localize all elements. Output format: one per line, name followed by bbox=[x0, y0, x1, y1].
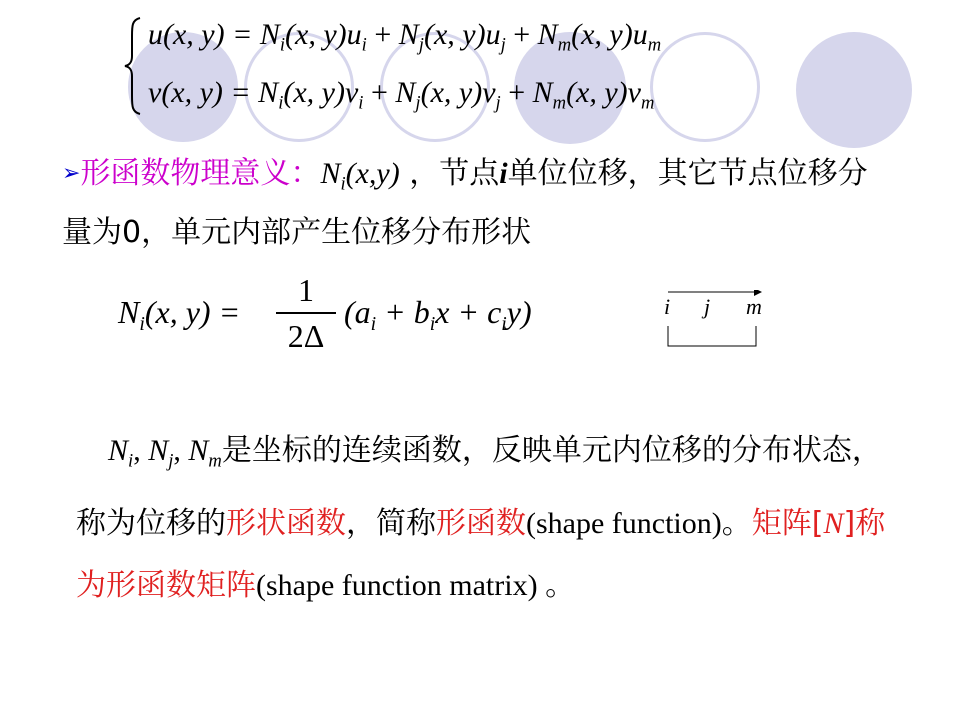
formula-fraction bbox=[276, 272, 336, 354]
shape-function-paragraph: $N_i$, $N_j$, $N_m$是坐标的连续函数，反映单元内位移的分布状态，称为位移的形状函数，简称形函数(shape function)。矩阵[N]称为形函数矩阵(shape function matrix) 。 bbox=[76, 433, 886, 603]
left-brace bbox=[122, 16, 144, 116]
shape-function-meaning: ➢形函数物理意义：$N_i(x,y)$ ，节点i单位位移，其它节点位移分量为0，单元内部产生位移分布形状 bbox=[62, 156, 868, 250]
term-short-name: 形函数 bbox=[436, 505, 526, 541]
formula-lhs: $N_i(x$, y) = bbox=[118, 294, 241, 335]
definition-text: 单位位移，其它节点位移分量为0，单元内部产生位移分布形状 bbox=[62, 156, 868, 250]
definition-Ni: $N_i(x,y)$ bbox=[320, 157, 400, 195]
term-matrix: 矩阵[N]称为形函数矩阵 bbox=[76, 505, 886, 603]
displacement-equation-system bbox=[122, 12, 822, 120]
shape-function-formula bbox=[118, 272, 578, 362]
node-label-m: m bbox=[746, 294, 762, 319]
fraction-denominator: 2Δ bbox=[287, 318, 325, 354]
definition-heading: 形函数物理意义： bbox=[80, 156, 321, 191]
node-order-diagram bbox=[660, 290, 770, 350]
formula-rhs: $(a_i + b_ix + c_iy)$ bbox=[344, 294, 532, 335]
fraction-numerator: 1 bbox=[298, 272, 314, 308]
fraction-bar bbox=[276, 312, 336, 314]
node-label-j: j bbox=[704, 294, 711, 319]
node-label-i: i bbox=[664, 294, 671, 319]
arrow-bullet-icon: ➢ bbox=[62, 161, 81, 186]
equation-u: u(x, $y) = N_i(x$, $y)u_i + N_j(x$, $y)u_j + N_m(x$, $y)u_m$ bbox=[148, 18, 662, 56]
paragraph-N-list: $N_i$, $N_j$, $N_m$ bbox=[108, 434, 222, 472]
equation-v: v(x, $y) = N_i(x$, $y)v_i + N_j(x$, $y)v_j + N_m(x$, $y)v_m$ bbox=[148, 76, 655, 114]
term-shape-function: 形状函数 bbox=[226, 505, 346, 541]
